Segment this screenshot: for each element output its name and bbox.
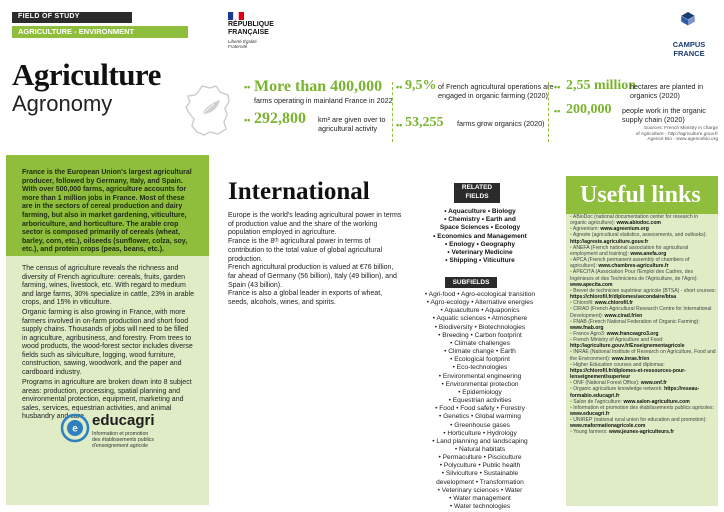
useful-link-item (570, 269, 716, 287)
useful-link-item (570, 349, 716, 361)
link-url[interactable]: www.cirad.fr/en (604, 312, 643, 319)
stat-description: people work in the organic supply chain (2020) (622, 106, 706, 124)
intro-text: France is the European Union's largest agricultural producer, followed by Germany, Italy, and Spain. With over 500,000 farms, agriculture accounts for more than 1 million jobs in France. Most of these are in the sectors of cereal production and dairy farming, but also in market gardening, viticulture, arboriculture, and horticulture. The arable crop sector is composed primarily of cereals (wheat, barley, corn, etc.), oilseeds (sunflower, colza, soy, etc.), and protein crops (peas, beans, etc.). (22, 169, 192, 254)
france-map-icon (180, 82, 236, 138)
link-url[interactable]: https://chlorofil.fr/diplomes-et-ressources-pour-lenseignement/superieur (570, 367, 686, 381)
useful-link-item (570, 337, 716, 349)
related-fields-list: • Aquaculture • Biology • Chemistry • Earth and Space Sciences • Ecology • Economics and Management • Enology • Geography • Veterinary Medicine • Shipping • Viticulture (433, 208, 527, 265)
tagline-line: Information et promotion (92, 431, 149, 437)
paragraph: The census of agriculture reveals the richness and diversity of French agriculture: cereals, fruits, garden farming, wines, livestock, etc. With regard to medium and large farms, 30% specialize in cattle, 23% in arable crops, and 15% in viticulture. (22, 265, 194, 306)
stat-description: farms operating in mainland France in 2022 (254, 96, 393, 105)
link-url[interactable]: www.chlorofil.fr (594, 300, 634, 307)
stat-big: More than 400,000 (254, 78, 383, 95)
link-description: ABioDoc (national documentation center for research in organic agriculture): (570, 214, 699, 227)
stat-big: 292,800 (254, 110, 306, 127)
page-title: Agriculture (12, 57, 161, 92)
france-label: FRANCE (673, 49, 705, 58)
link-description: UNIREP (national rural union for education and promotion): (573, 417, 707, 424)
educagri-emblem-icon (60, 412, 90, 444)
link-description: Higher Education courses and diplomas: (573, 361, 665, 368)
francaise-label: FRANÇAISE (228, 29, 269, 36)
useful-link-item (570, 362, 716, 380)
link-url[interactable]: https://chlorofil.fr/diplomes/secondaire/btsa (570, 294, 677, 301)
marianne-logo-icon (228, 12, 244, 20)
subfields-tab: SUBFIELDS (445, 277, 497, 288)
stat-dots: •• (396, 82, 403, 92)
link-url[interactable]: www.educagri.fr (570, 411, 610, 417)
svg-text:e: e (72, 423, 78, 435)
stat-description: hectares are planted in organics (2020) (630, 82, 704, 100)
stat-description: km² are given over to agricultural activity (318, 115, 386, 133)
educagri-name: educagri (92, 412, 155, 429)
educagri-logo (22, 410, 192, 454)
link-url[interactable]: www.inrae.fr/en (611, 355, 650, 362)
international-title: International (228, 178, 370, 205)
sources-line: of Agriculture - http://agriculture.gouv.fr (635, 131, 718, 137)
stat-big: 9,5% (405, 78, 437, 93)
paragraph: Programs in agriculture are broken down into 8 subject areas: production, processing, spatial planning and environmental protection, equipment, marketing and sales, services, equestrian activities, and animal husbandry and care. (22, 379, 192, 420)
link-url[interactable]: www.salon-agriculture.com (623, 398, 690, 405)
sources-line: Sources: French Ministry in charge (643, 126, 718, 131)
link-description: APECITA (Association Pour l'Emploi des Cadres, des Ingénieurs et des Techniciens de l'Agriculture, de l'Agro): (570, 269, 698, 282)
tagline-line: d'enseignement agricole (92, 443, 149, 449)
related-fields-tab (454, 183, 500, 203)
link-url[interactable]: www.maformationagricole.com (570, 423, 646, 430)
link-description: Organic agriculture knowledge network: (573, 386, 665, 393)
stat-description: of French agricultural operations are engaged in organic farming (2020) (438, 82, 554, 100)
useful-link-item (570, 245, 716, 257)
link-url[interactable]: www.jeunes-agriculteurs.fr (608, 429, 675, 436)
useful-link-item (570, 306, 716, 318)
paragraph: Organic farming is also growing in France, with more farmers involved in on-farm production and short food supply chains. Thousands of jobs will need to be filled in agriculture, agribusiness, and forestry. From trees to wood products, the wood-forest sector includes diverse fields such as silviculture, logging, wood furniture, construction, sawing, woodwork, and the paper and cardboard industry. (22, 309, 193, 376)
link-url[interactable]: www.agreenium.org (600, 226, 649, 233)
link-description: France Agro3: (573, 330, 607, 337)
link-description: ONF (National Forest Office): (573, 380, 641, 387)
link-description: Agreste (agricultural statistics, assessments, and outlooks): (572, 232, 707, 239)
useful-link-item (570, 417, 716, 429)
stat-big: 2,55 million (566, 78, 637, 93)
link-description: APCA (French permanent assembly of chambers of agriculture): (570, 257, 690, 270)
useful-link-item (570, 214, 716, 226)
link-url[interactable]: http://agreste.agriculture.gouv.fr (570, 238, 649, 245)
tab-line: FIELDS (465, 192, 489, 200)
link-description: Young farmers: (573, 429, 609, 436)
stat-dots: •• (244, 82, 251, 92)
republique-label: RÉPUBLIQUE (228, 21, 274, 28)
campus-label: CAMPUS (672, 40, 706, 49)
tab-line: RELATED (461, 184, 493, 191)
educagri-tagline (92, 431, 192, 449)
campus-france-logo-icon (662, 12, 714, 40)
international-text: Europe is the world's leading agricultural power in terms of production value and the share of the working population employed in agriculture. France is the 8ᵗʰ agricultural power in terms of contribution to the total value of global agricultural production. French agricultural production is valued at €76 billion, far ahead of Germany (56 billion), Italy (49 billion), and Spain (43 billion). France is also a global leader in exports of wheat, seeds, alcohols, wines, and spirits. (228, 212, 402, 307)
useful-links-title: Useful links (580, 182, 701, 208)
sources-note (600, 126, 718, 143)
republique-motto: Liberté Égalité Fraternité (228, 39, 257, 49)
stat-description: farms grow organics (2020) (457, 119, 545, 128)
stat-dots: •• (396, 120, 403, 130)
sources-line: Agence Bio - www.agencebio.org (647, 137, 718, 143)
stat-big: 53,255 (405, 115, 444, 130)
stat-dots: •• (244, 115, 251, 125)
stat-dots: •• (554, 106, 561, 116)
subfields-list: • Agri-food • Agro-ecological transition • Agro-ecology • Alternative energies • Aquaculture • Aquaponics • Aquatic sciences • Atmosphere • Biodiversity • Biotechnologies • Breeding • Carbon footprint • Climate challenges • Climate change • Earth • Ecological footprint • Eco-technologies • Environmental engineering • Environmental protection • Epidemiology • Equestrian activities • Food • Food safety • Forestry • Genetics • Global warming • Greenhouse gases • Horticulture • Hydrology • Land planning and landscaping • Natural habitats • Permaculture • Pisciculture • Polyculture • Public health • Silviculture • Sustainable development • Transformation • Veterinary sciences • Water • Water management • Water technologies (424, 291, 536, 511)
field-of-study-label: FIELD OF STUDY (12, 12, 132, 23)
link-description: CIRAD (French Agricultural Research Centre for International Development): (570, 306, 712, 319)
useful-link-item (570, 232, 716, 244)
link-description: Agreenium: (572, 226, 601, 233)
link-url[interactable]: www.abiodoc.com (616, 220, 661, 227)
useful-link-item (570, 386, 716, 398)
useful-link-item (570, 288, 716, 300)
link-description: Chlorofil: (573, 300, 595, 307)
link-url[interactable]: https://reseau-formabio.educagri.fr (570, 386, 700, 399)
link-description: Salon de l'agriculture: (573, 398, 624, 405)
link-url[interactable]: www.anefa.org (630, 250, 667, 257)
useful-link-item (570, 257, 716, 269)
link-description: INRAE (National Institute of Research on Agriculture, Food and the Environment): (570, 349, 716, 362)
tagline-line: des établissements publics (92, 437, 154, 443)
useful-link-item (570, 405, 716, 417)
stat-dots: •• (554, 82, 561, 92)
link-url[interactable]: www.chambres-agriculture.fr (598, 263, 669, 270)
link-url[interactable]: www.onf.fr (640, 380, 667, 387)
link-description: Information et promotion des établissements publics agricoles: (573, 404, 714, 411)
useful-link-item (570, 319, 716, 331)
field-name-bar: AGRICULTURE - ENVIRONMENT (12, 26, 188, 38)
link-url[interactable]: www.franceagro3.org (606, 330, 659, 337)
link-url[interactable]: www.fnab.org (570, 324, 604, 331)
link-description: FNAB (French National Federation of Organic Farming): (573, 318, 700, 325)
page-subtitle: Agronomy (12, 91, 113, 116)
useful-links-list (570, 214, 716, 436)
stat-big: 200,000 (566, 102, 612, 117)
stat-divider (548, 82, 549, 142)
stat-divider (392, 82, 393, 142)
link-description: French Ministry of Agriculture and Food: (573, 337, 664, 344)
link-url[interactable]: http://agriculture.gouv.fr/Enseignementagricole (570, 343, 685, 350)
link-url[interactable]: www.apecita.com (570, 281, 613, 288)
link-description: Brevet de technicien supérieur agricole (BTSA) - short courses: (573, 287, 716, 294)
useful-link-item (570, 429, 716, 435)
link-description: ANEFA (French national association for agricultural employment and training): (570, 244, 689, 257)
